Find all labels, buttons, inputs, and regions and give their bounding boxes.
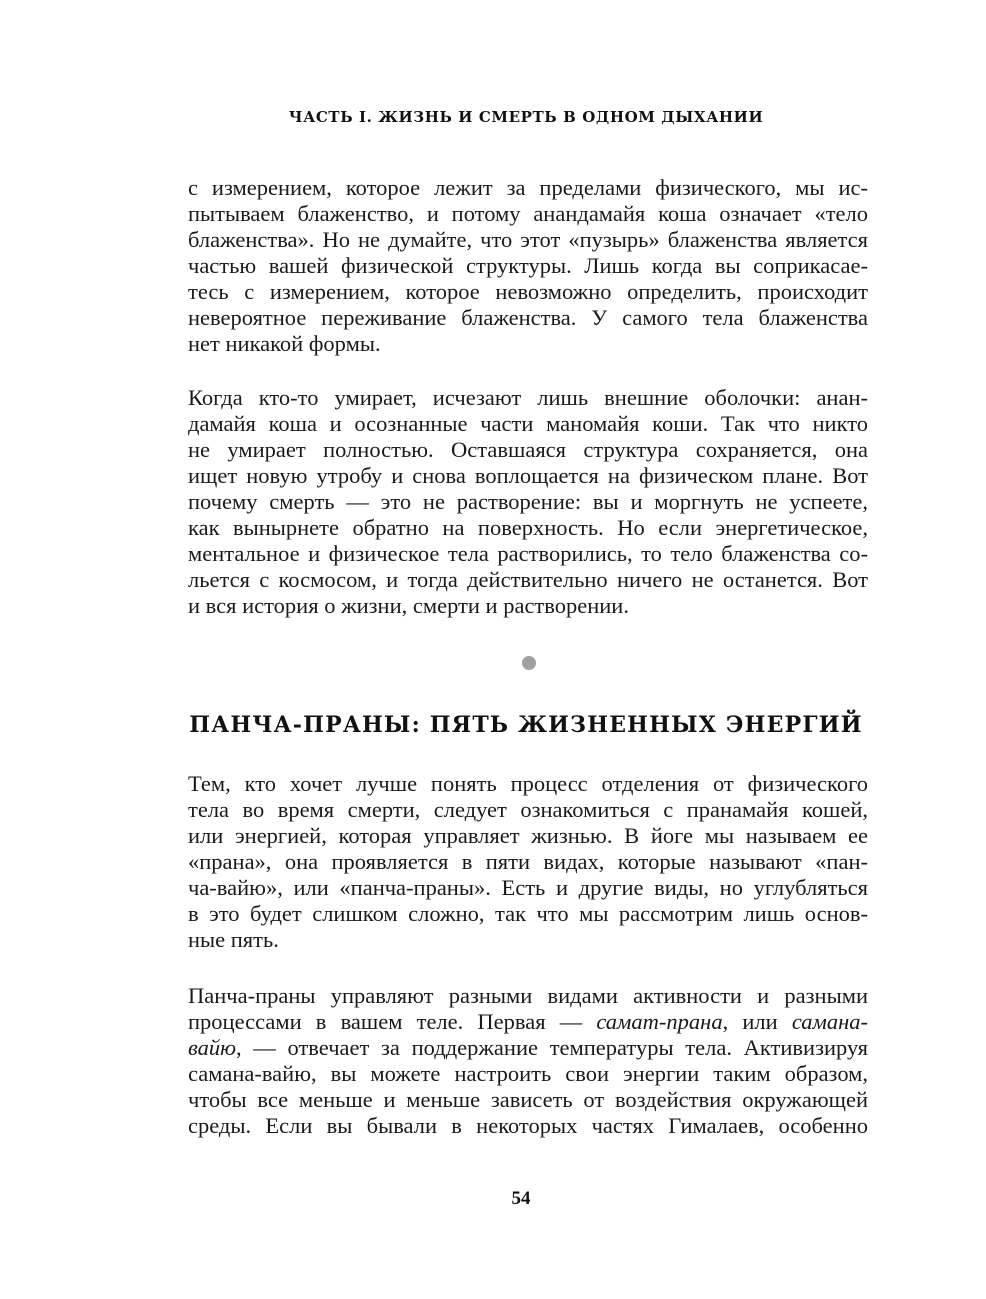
paragraph-line: как вынырнете обратно на поверхность. Но если энергетическое,: [188, 515, 868, 540]
italic-term: самат-прана: [596, 1009, 723, 1034]
paragraph-line: или энергией, которая управляет жизнью. В йоге мы называем ее: [188, 823, 868, 848]
text-run: , — отвечает за поддержание температуры тела. Активизируя: [235, 1035, 868, 1060]
running-header: [0, 108, 986, 126]
section-heading: [0, 712, 986, 738]
paragraph-line: тела во время смерти, следует ознакомиться с пранамайя кошей,: [188, 797, 868, 822]
paragraph-line: чтобы все меньше и меньше зависеть от воздействия окружающей: [188, 1087, 868, 1112]
paragraph-4: [188, 983, 868, 1139]
paragraph-line: и вся история о жизни, смерти и растворении.: [188, 593, 629, 618]
paragraph-line: Когда кто-то умирает, исчезают лишь внешние оболочки: анан-: [188, 385, 868, 410]
paragraph-line: с измерением, которое лежит за пределами физического, мы ис-: [188, 175, 868, 200]
paragraph-line: самана-вайю, вы можете настроить свои энергии таким образом,: [188, 1061, 868, 1086]
paragraph-line: льется с космосом, и тогда действительно ничего не останется. Вот: [188, 567, 868, 592]
paragraph-line: в это будет слишком сложно, так что мы рассмотрим лишь основ-: [188, 901, 868, 926]
paragraph-line: [188, 1009, 868, 1035]
italic-term: вайю: [188, 1035, 236, 1060]
paragraph-line: блаженства». Но не думайте, что этот «пузырь» блаженства является: [188, 227, 868, 252]
text-run: процессами в вашем теле. Первая —: [188, 1009, 597, 1034]
paragraph-line: Панча-праны управляют разными видами активности и разными: [188, 983, 868, 1008]
paragraph-line: почему смерть — это не растворение: вы и моргнуть не успеете,: [188, 489, 868, 514]
paragraph-line: дамайя коша и осознанные части маномайя коши. Так что никто: [188, 411, 868, 436]
paragraph-line: [188, 1035, 868, 1061]
paragraph-3: [188, 771, 868, 953]
paragraph-line: «прана», она проявляется в пяти видах, которые называют «пан-: [188, 849, 868, 874]
paragraph-1: [188, 175, 868, 357]
paragraph-line: Тем, кто хочет лучше понять процесс отделения от физического: [188, 771, 868, 796]
italic-term: самана-: [791, 1009, 869, 1034]
section-heading-text: ПАНЧА-ПРАНЫ: ПЯТЬ ЖИЗНЕННЫХ ЭНЕРГИЙ: [189, 712, 863, 738]
paragraph-line: ищет новую утробу и снова воплощается на физическом плане. Вот: [188, 463, 868, 488]
paragraph-line: частью вашей физической структуры. Лишь когда вы соприкасае-: [188, 253, 868, 278]
paragraph-line: невероятное переживание блаженства. У самого тела блаженства: [188, 305, 868, 330]
page-number-text: 54: [511, 1188, 531, 1209]
paragraph-line: нет никакой формы.: [188, 331, 381, 356]
page-number: [0, 1188, 986, 1210]
paragraph-line: пытываем блаженство, и потому анандамайя коша означает «тело: [188, 201, 868, 226]
paragraph-line: ные пять.: [188, 927, 279, 952]
text-run: , или: [722, 1009, 792, 1034]
paragraph-line: ча-вайю», или «панча-праны». Есть и другие виды, но углубляться: [188, 875, 868, 900]
paragraph-line: среды. Если вы бывали в некоторых частях Гималаев, особенно: [188, 1113, 868, 1138]
paragraph-2: [188, 385, 868, 619]
paragraph-line: ментальное и физическое тела растворились, то тело блаженства со-: [188, 541, 868, 566]
paragraph-line: тесь с измерением, которое невозможно определить, происходит: [188, 279, 868, 304]
paragraph-line: не умирает полностью. Оставшаяся структура сохраняется, она: [188, 437, 868, 462]
running-header-text: ЧАСТЬ I. ЖИЗНЬ И СМЕРТЬ В ОДНОМ ДЫХАНИИ: [288, 108, 764, 126]
section-divider-dot: [522, 656, 536, 670]
